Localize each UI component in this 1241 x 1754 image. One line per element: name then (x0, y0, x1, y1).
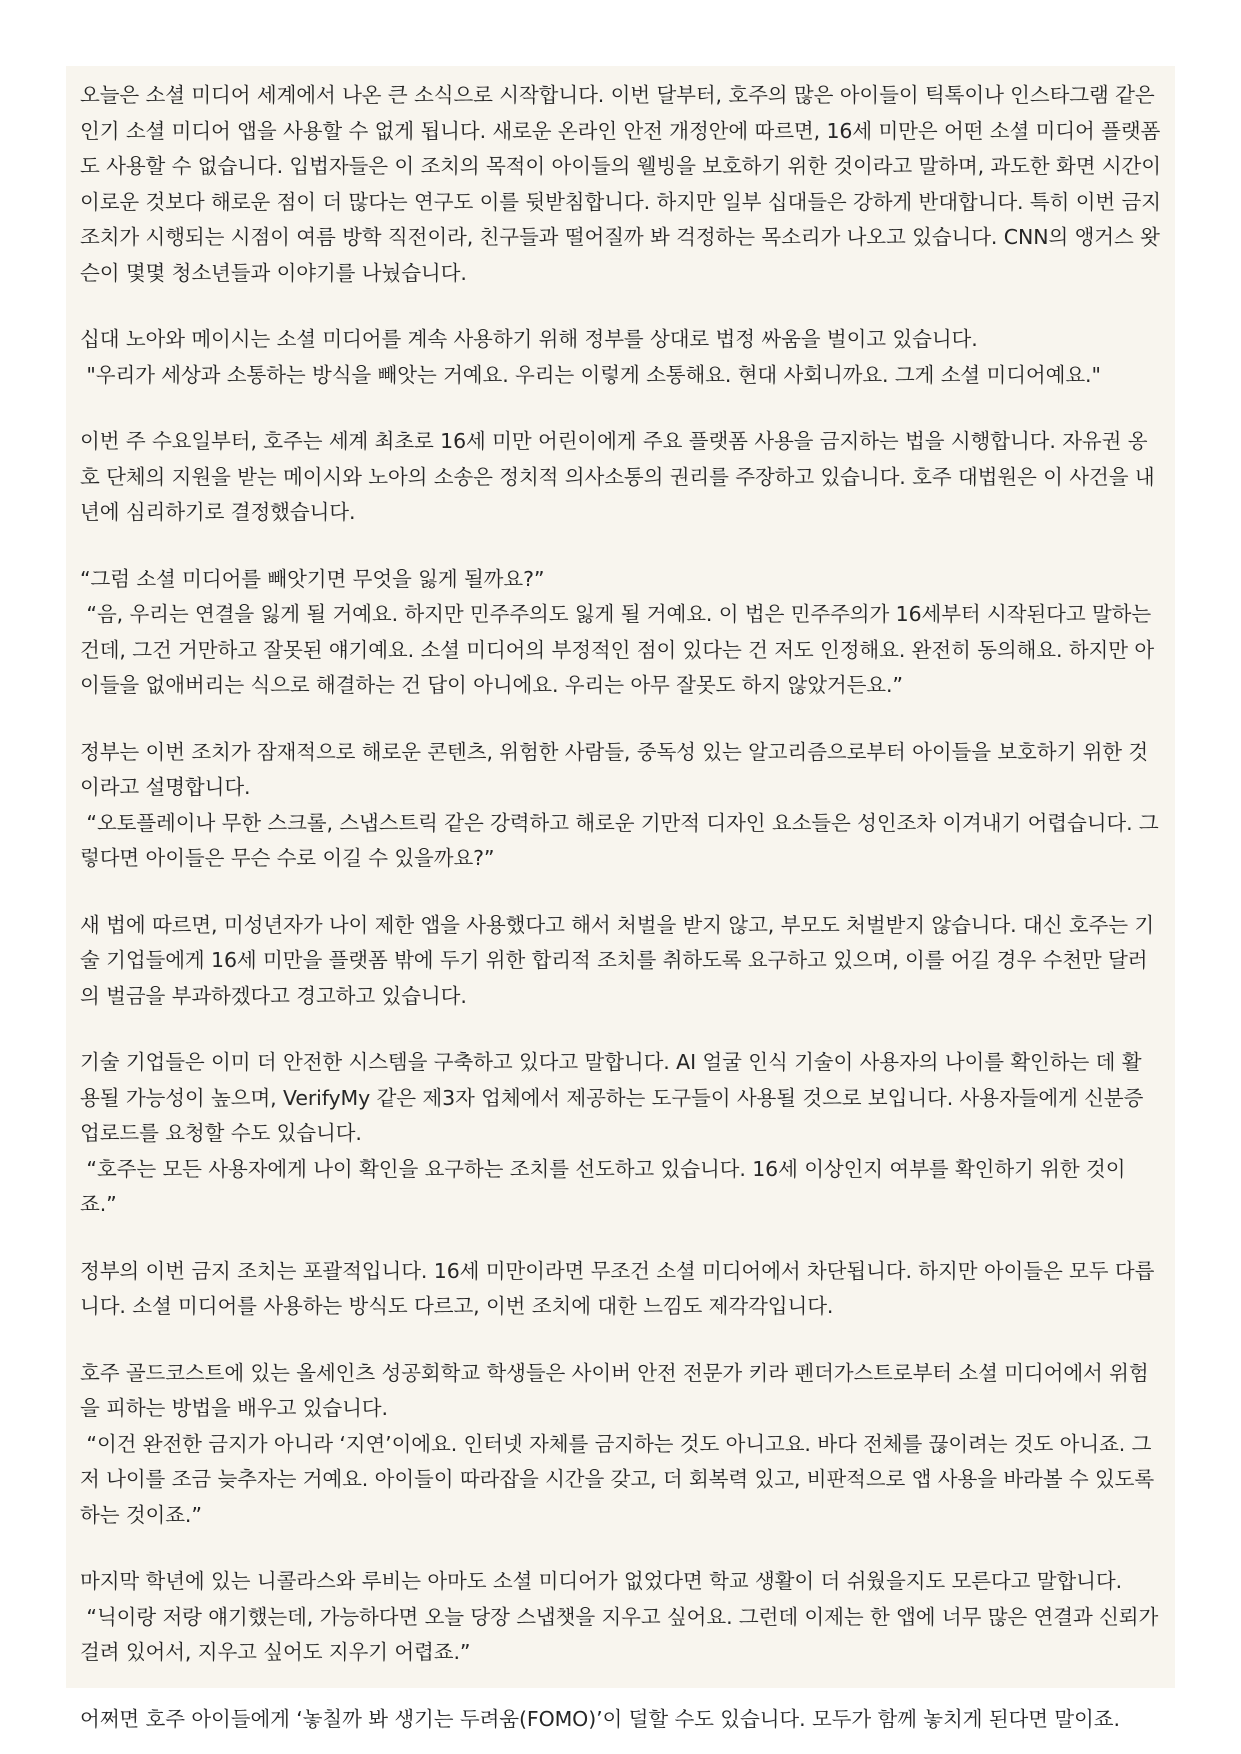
paragraph: 십대 노아와 메이시는 소셜 미디어를 계속 사용하기 위해 정부를 상대로 법정 싸움을 벌이고 있습니다. "우리가 세상과 소통하는 방식을 빼앗는 거예요. 우리는 이렇게 소통해요. 현대 사회니까요. 그게 소셜 미디어예요." (80, 327, 1101, 387)
paragraph: 정부의 이번 금지 조치는 포괄적입니다. 16세 미만이라면 무조건 소셜 미디어에서 차단됩니다. 하지만 아이들은 모두 다릅니다. 소셜 미디어를 사용하는 방식도 다르고, 이번 조치에 대한 느낌도 제각각입니다. (80, 1258, 1155, 1318)
paragraph: 이번 주 수요일부터, 호주는 세계 최초로 16세 미만 어린이에게 주요 플랫폼 사용을 금지하는 법을 시행합니다. 자유권 옹호 단체의 지원을 받는 메이시와 노아의 소송은 정치적 의사소통의 권리를 주장하고 있습니다. 호주 대법원은 이 사건을 내년에 심리하기로 결정했습니다. (80, 429, 1155, 524)
paragraph: “그럼 소셜 미디어를 빼앗기면 무엇을 잃게 될까요?” “음, 우리는 연결을 잃게 될 거예요. 하지만 민주주의도 잃게 될 거예요. 이 법은 민주주의가 16세부터 시작된다고 말하는 건데, 그건 거만하고 잘못된 얘기예요. 소셜 미디어의 부정적인 점이 있다는 건 저도 인정해요. 완전히 동의해요. 하지만 아이들을 없애버리는 식으로 해결하는 건 답이 아니에요. 우리는 아무 잘못도 하지 않았거든요.” (80, 566, 1155, 697)
paragraph: 오늘은 소셜 미디어 세계에서 나온 큰 소식으로 시작합니다. 이번 달부터, 호주의 많은 아이들이 틱톡이나 인스타그램 같은 인기 소셜 미디어 앱을 사용할 수 없게 됩니다. 새로운 온라인 안전 개정안에 따르면, 16세 미만은 어떤 소셜 미디어 플랫폼도 사용할 수 없습니다. 입법자들은 이 조치의 목적이 아이들의 웰빙을 보호하기 위한 것이라고 말하며, 과도한 화면 시간이 이로운 것보다 해로운 점이 더 많다는 연구도 이를 뒷받침합니다. 하지만 일부 십대들은 강하게 반대합니다. 특히 이번 금지 조치가 시행되는 시점이 여름 방학 직전이라, 친구들과 떨어질까 봐 걱정하는 목소리가 나오고 있습니다. CNN의 앵거스 왓슨이 몇몇 청소년들과 이야기를 나눴습니다. (80, 83, 1168, 285)
paragraph: 정부는 이번 조치가 잠재적으로 해로운 콘텐츠, 위험한 사람들, 중독성 있는 알고리즘으로부터 아이들을 보호하기 위한 것이라고 설명합니다. “오토플레이나 무한 스크롤, 스냅스트릭 같은 강력하고 해로운 기만적 디자인 요소들은 성인조차 이겨내기 어렵습니다. 그렇다면 아이들은 무슨 수로 이길 수 있을까요?” (80, 739, 1159, 870)
paragraph: 호주 골드코스트에 있는 올세인츠 성공회학교 학생들은 사이버 안전 전문가 키라 펜더가스트로부터 소셜 미디어에서 위험을 피하는 방법을 배우고 있습니다. “이건 완전한 금지가 아니라 ‘지연’이에요. 인터넷 자체를 금지하는 것도 아니고요. 바다 전체를 끊이려는 것도 아니죠. 그저 나이를 조금 늦추자는 거예요. 아이들이 따라잡을 시간을 갖고, 더 회복력 있고, 비판적으로 앱 사용을 바라볼 수 있도록 하는 것이죠.” (80, 1360, 1155, 1527)
document-page (66, 66, 1175, 1731)
paragraph: 기술 기업들은 이미 더 안전한 시스템을 구축하고 있다고 말합니다. AI 얼굴 인식 기술이 사용자의 나이를 확인하는 데 활용될 가능성이 높으며, VerifyMy 같은 제3자 업체에서 제공하는 도구들이 사용될 것으로 보입니다. 사용자들에게 신분증 업로드를 요청할 수도 있습니다. “호주는 모든 사용자에게 나이 확인을 요구하는 조치를 선도하고 있습니다. 16세 이상인지 여부를 확인하기 위한 것이죠.” (80, 1050, 1144, 1216)
paragraph: 마지막 학년에 있는 니콜라스와 루비는 아마도 소셜 미디어가 없었다면 학교 생활이 더 쉬웠을지도 모른다고 말합니다. “닉이랑 저랑 얘기했는데, 가능하다면 오늘 당장 스냅챗을 지우고 싶어요. 그런데 이제는 한 앱에 너무 많은 연결과 신뢰가 걸려 있어서, 지우고 싶어도 지우기 어렵죠.” (80, 1569, 1159, 1664)
paragraph: 새 법에 따르면, 미성년자가 나이 제한 앱을 사용했다고 해서 처벌을 받지 않고, 부모도 처벌받지 않습니다. 대신 호주는 기술 기업들에게 16세 미만을 플랫폼 밖에 두기 위한 합리적 조치를 취하도록 요구하고 있으며, 이를 어길 경우 수천만 달러의 벌금을 부과하겠다고 경고하고 있습니다. (80, 912, 1155, 1008)
paragraph: 어쩌면 호주 아이들에게 ‘놓칠까 봐 생기는 두려움(FOMO)’이 덜할 수도 있습니다. 모두가 함께 놓치게 된다면 말이죠. (80, 1706, 1120, 1731)
